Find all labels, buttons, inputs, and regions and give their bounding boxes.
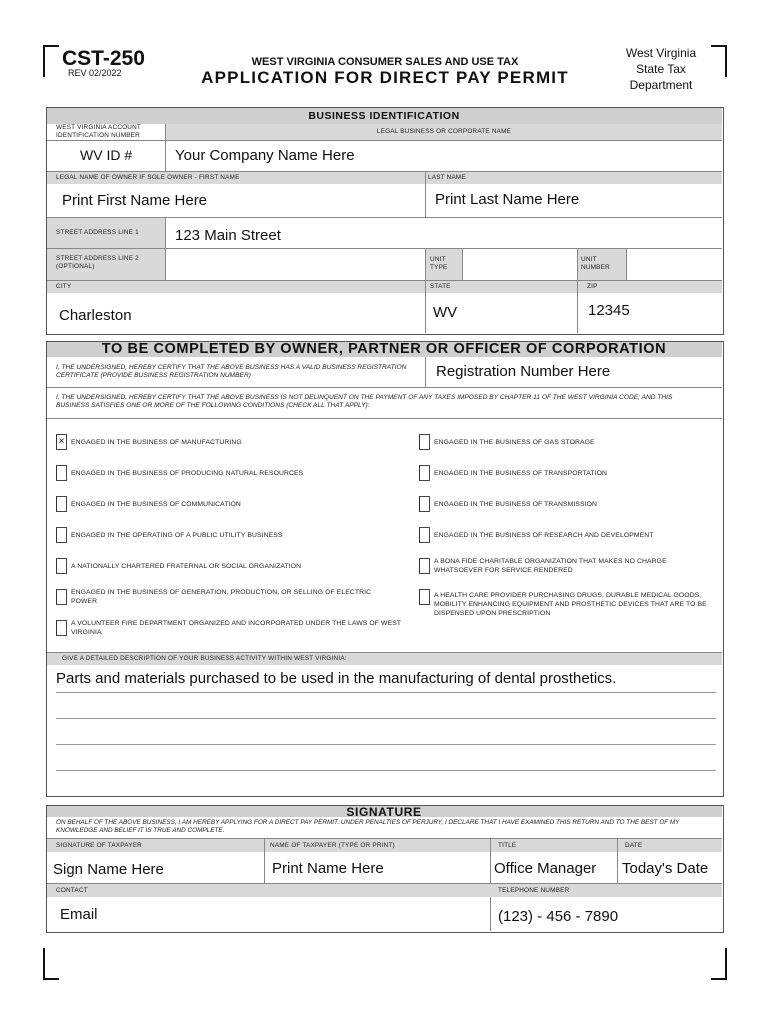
divider [462,249,463,280]
registration-statement: I, THE UNDERSIGNED, HEREBY CERTIFY THAT THE ABOVE BUSINESS HAS A VALID BUSINESS REGISTRATION CERTIFICATE (PROVIDE BUSINESS REGISTRATION NUMBER) [56,364,407,379]
wv-id-label: WV ID # [80,147,133,163]
registration-number-field[interactable]: Registration Number Here [436,363,611,380]
signature-field[interactable]: Sign Name Here [53,861,164,878]
condition-label: ENGAGED IN THE BUSINESS OF MANUFACTURING [71,439,242,446]
account-id-label: WEST VIRGINIA ACCOUNT IDENTIFICATION NUMBER [56,124,141,139]
business-identification-title: BUSINESS IDENTIFICATION [308,110,460,122]
checkbox-manufacturing[interactable] [56,434,67,450]
checkbox-fraternal-organization[interactable] [56,558,67,574]
title-label: TITLE [498,842,517,849]
owner-first-name-field[interactable]: Print First Name Here [62,192,208,209]
condition-label: A NATIONALLY CHARTERED FRATERNAL OR SOCIAL ORGANIZATION [71,563,302,570]
description-line [56,692,716,693]
checkmark-icon: × [58,436,65,447]
delinquency-statement: I, THE UNDERSIGNED, HEREBY CERTIFY THAT THE ABOVE BUSINESS IS NOT DELINQUENT ON THE PAYMENT OF ANY TAXES IMPOSED BY CHAPTER 11 OF THE WEST VIRGINIA CODE; AND THIS BUSINESS SATISFIES ONE OR MORE OF THE FOLLOWING CONDITIONS (CHECK ALL THAT APPLY): [56,394,673,409]
signature-label: SIGNATURE OF TAXPAYER [56,842,142,849]
divider [47,140,722,141]
state-label: STATE [430,283,451,290]
checkbox-communication[interactable] [56,496,67,512]
checkbox-charitable-organization[interactable] [419,558,430,574]
divider [47,418,722,419]
condition-label: A VOLUNTEER FIRE DEPARTMENT ORGANIZED AND INCORPORATED UNDER THE LAWS OF WEST VIRGINIA [71,620,401,636]
certification-title: TO BE COMPLETED BY OWNER, PARTNER OR OFFICER OF CORPORATION [101,341,667,357]
taxpayer-name-label: NAME OF TAXPAYER (TYPE OR PRINT) [270,842,395,849]
legal-name-field[interactable]: Your Company Name Here [175,147,355,164]
street2-label: STREET ADDRESS LINE 2 (OPTIONAL) [56,255,139,270]
divider [617,838,618,883]
form-code: CST-250 [62,47,145,70]
checkbox-transportation[interactable] [419,465,430,481]
signature-declaration: ON BEHALF OF THE ABOVE BUSINESS, I AM HEREBY APPLYING FOR A DIRECT PAY PERMIT. UNDER PENALTIES OF PERJURY, I DECLARE THAT I HAVE EXAMINED THIS RETURN AND TO THE BEST OF MY KNOWLEDGE AND BELIEF IT IS TRUE AND COMPLETE. [56,819,680,834]
state-field[interactable]: WV [433,304,458,321]
owner-last-name-label: LAST NAME [428,174,466,181]
unit-number-label: UNIT NUMBER [581,256,610,271]
divider [47,838,722,839]
divider [165,124,166,171]
checkbox-health-care-provider[interactable] [419,589,430,605]
agency-line1: West Virginia [625,46,697,60]
city-field[interactable]: Charleston [59,307,132,324]
divider [264,838,265,883]
condition-label: A BONA FIDE CHARITABLE ORGANIZATION THAT MAKES NO CHARGE WHATSOEVER FOR SERVICE RENDERED [434,558,667,574]
agency-line3: Department [629,78,693,92]
divider [577,281,578,333]
form-title-line1: WEST VIRGINIA CONSUMER SALES AND USE TAX [251,56,519,68]
date-field[interactable]: Today's Date [622,860,709,877]
date-label: DATE [625,842,643,849]
description-line [56,770,716,771]
divider [47,883,722,884]
checkbox-volunteer-fire-department[interactable] [56,620,67,636]
contact-label-bar [47,883,722,897]
condition-label: ENGAGED IN THE BUSINESS OF TRANSPORTATION [434,470,608,477]
checkbox-gas-storage[interactable] [419,434,430,450]
owner-first-name-label: LEGAL NAME OF OWNER IF SOLE OWNER - FIRST NAME [56,174,240,181]
checkbox-electric-power[interactable] [56,589,67,605]
description-line [56,744,716,745]
checkbox-transmission[interactable] [419,496,430,512]
description-label: GIVE A DETAILED DESCRIPTION OF YOUR BUSINESS ACTIVITY WITHIN WEST VIRGINIA: [62,655,347,662]
street1-label: STREET ADDRESS LINE 1 [56,229,139,236]
zip-label: ZIP [587,283,598,290]
condition-label: A HEALTH CARE PROVIDER PURCHASING DRUGS, DURABLE MEDICAL GOODS, MOBILITY ENHANCING EQUIPMENT AND PROSTHETIC DEVICES THAT ARE TO BE DISPENSED UPON PRESCRIPTION [434,592,707,617]
divider [47,387,722,388]
condition-label: ENGAGED IN THE BUSINESS OF GAS STORAGE [434,439,595,446]
condition-label: ENGAGED IN THE BUSINESS OF TRANSMISSION [434,501,598,508]
condition-label: ENGAGED IN THE BUSINESS OF RESEARCH AND DEVELOPMENT [434,532,654,539]
revision-date: REV 02/2022 [68,68,122,78]
city-label-bar [47,281,722,293]
taxpayer-name-field[interactable]: Print Name Here [272,860,384,877]
form-title-line2: APPLICATION FOR DIRECT PAY PERMIT [201,68,569,87]
telephone-field[interactable]: (123) - 456 - 7890 [498,908,619,925]
agency-line2: State Tax [636,62,686,76]
checkbox-natural-resources[interactable] [56,465,67,481]
condition-label: ENGAGED IN THE BUSINESS OF GENERATION, PRODUCTION, OR SELLING OF ELECTRIC POWER [71,589,372,605]
divider [425,357,426,387]
business-description-field[interactable]: Parts and materials purchased to be used in the manufacturing of dental prosthetics. [56,670,617,687]
zip-field[interactable]: 12345 [588,302,630,319]
description-line [56,718,716,719]
contact-field[interactable]: Email [60,906,98,923]
divider [425,171,426,217]
divider [425,249,426,280]
divider [47,652,722,653]
signature-title: SIGNATURE [346,805,422,819]
corner-mark-bottom-right [711,948,727,980]
legal-name-label: LEGAL BUSINESS OR CORPORATE NAME [376,128,512,135]
checkbox-public-utility[interactable] [56,527,67,543]
checkbox-research-development[interactable] [419,527,430,543]
divider [165,218,166,280]
divider [626,249,627,280]
title-field[interactable]: Office Manager [494,860,597,877]
unit-type-label: UNIT TYPE [430,256,448,271]
contact-label: CONTACT [56,887,88,894]
corner-mark-top-left [43,45,59,77]
city-label: CITY [56,283,72,290]
condition-label: ENGAGED IN THE OPERATING OF A PUBLIC UTILITY BUSINESS [71,532,283,539]
owner-last-name-field[interactable]: Print Last Name Here [435,191,580,208]
divider [47,171,722,172]
divider [577,249,578,280]
telephone-label: TELEPHONE NUMBER [498,887,570,894]
condition-label: ENGAGED IN THE BUSINESS OF PRODUCING NATURAL RESOURCES [71,470,304,477]
condition-label: ENGAGED IN THE BUSINESS OF COMMUNICATION [71,501,241,508]
divider [425,281,426,333]
street1-field[interactable]: 123 Main Street [175,227,281,244]
corner-mark-bottom-left [43,948,59,980]
